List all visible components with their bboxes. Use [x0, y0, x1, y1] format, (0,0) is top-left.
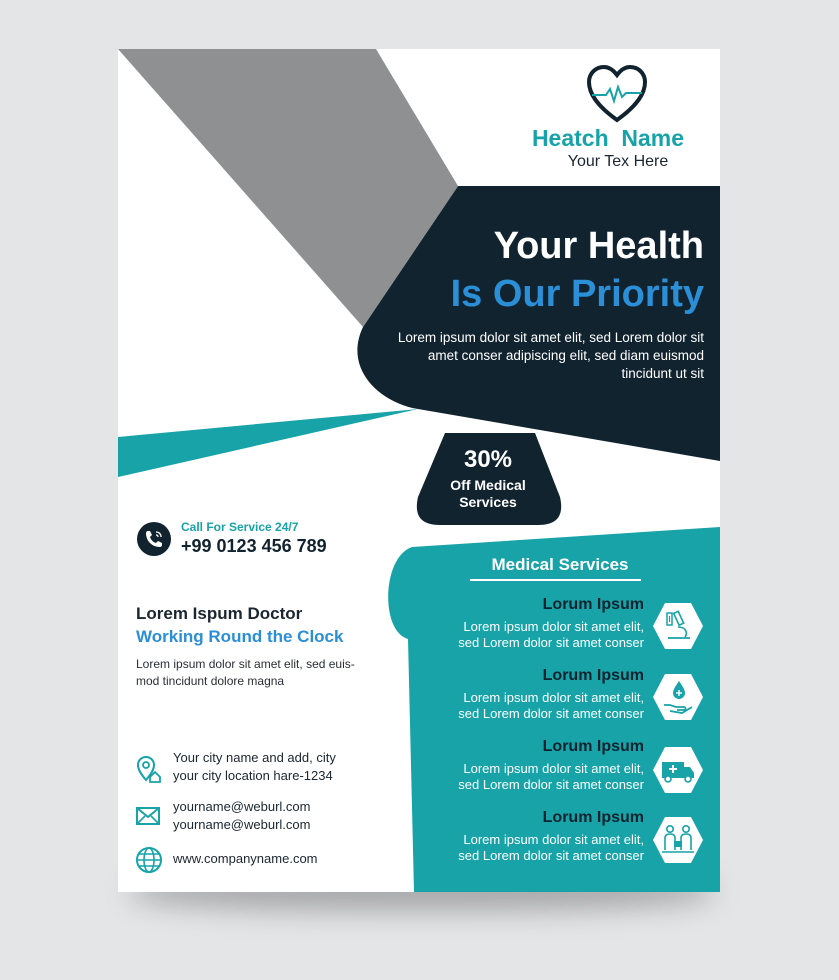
service-text-1 — [394, 619, 644, 651]
service-2-line-2: sed Lorem dolor sit amet conser — [458, 706, 644, 721]
discount-percent: 30% — [463, 446, 513, 473]
image-icon — [232, 225, 258, 251]
services-title: Medical Services — [491, 555, 629, 574]
service-3-line-2: sed Lorem dolor sit amet conser — [458, 777, 644, 792]
location-home-icon — [134, 755, 162, 783]
doctor-subtitle: Working Round the Clock — [136, 627, 344, 646]
headline-line-2: Is Our Priority — [450, 273, 704, 315]
service-heading-1: Lorum Ipsum — [542, 596, 644, 613]
ambulance-icon — [652, 744, 704, 796]
phone-icon[interactable] — [136, 521, 172, 557]
service-2-line-1: Lorem ipsum dolor sit amet elit, — [463, 690, 644, 705]
doctor-body-line-1: Lorem ipsum dolor sit amet elit, sed euis- — [136, 657, 355, 671]
service-1-line-1: Lorem ipsum dolor sit amet elit, — [463, 619, 644, 634]
headline-body: Lorem ipsum dolor sit amet elit, sed Lorem dolor sit amet conser adipiscing elit, sed diam euismod tincidunt ut sit — [397, 330, 704, 381]
service-4-line-2: sed Lorem dolor sit amet conser — [458, 848, 644, 863]
discount-text — [428, 477, 548, 511]
service-1-line-2: sed Lorem dolor sit amet conser — [458, 635, 644, 650]
brand-tagline: Your Tex Here — [567, 153, 669, 170]
services-title-underline — [470, 579, 641, 581]
service-text-4 — [394, 832, 644, 864]
image-placeholder-label: IMAGE HERE — [224, 254, 267, 261]
call-number[interactable]: +99 0123 456 789 — [181, 536, 327, 556]
service-4-line-1: Lorem ipsum dolor sit amet elit, — [463, 832, 644, 847]
blood-drop-hand-icon — [652, 671, 704, 723]
email-line-1[interactable]: yourname@weburl.com — [173, 799, 311, 814]
teal-accent-band — [118, 409, 418, 477]
doctor-title: Lorem Ispum Doctor — [136, 604, 303, 623]
email-text[interactable] — [173, 798, 310, 834]
doctor-patient-icon — [652, 814, 704, 866]
email-icon — [134, 802, 162, 830]
brand-name: Heatch Name — [531, 125, 685, 151]
service-text-2 — [394, 690, 644, 722]
email-line-2[interactable]: yourname@weburl.com — [173, 817, 311, 832]
call-label: Call For Service 24/7 — [181, 520, 299, 534]
globe-icon — [135, 846, 163, 874]
service-heading-3: Lorum Ipsum — [542, 738, 644, 755]
doctor-body-line-2: mod tincidunt dolore magna — [136, 674, 285, 688]
service-text-3 — [394, 761, 644, 793]
doctor-body — [136, 656, 386, 690]
website-text[interactable]: www.companyname.com — [173, 851, 318, 866]
discount-line-1: Off Medical — [450, 477, 526, 493]
service-heading-4: Lorum Ipsum — [542, 809, 644, 826]
heart-pulse-logo-icon — [586, 65, 648, 125]
discount-line-2: Services — [459, 494, 517, 510]
service-3-line-1: Lorem ipsum dolor sit amet elit, — [463, 761, 644, 776]
microscope-icon — [652, 600, 704, 652]
headline-line-1: Your Health — [493, 225, 704, 267]
service-heading-2: Lorum Ipsum — [542, 667, 644, 684]
address-line-1: Your city name and add, city — [173, 750, 336, 765]
medical-flyer — [118, 49, 720, 892]
address-text — [173, 749, 336, 785]
address-line-2: your city location hare-1234 — [173, 768, 333, 783]
